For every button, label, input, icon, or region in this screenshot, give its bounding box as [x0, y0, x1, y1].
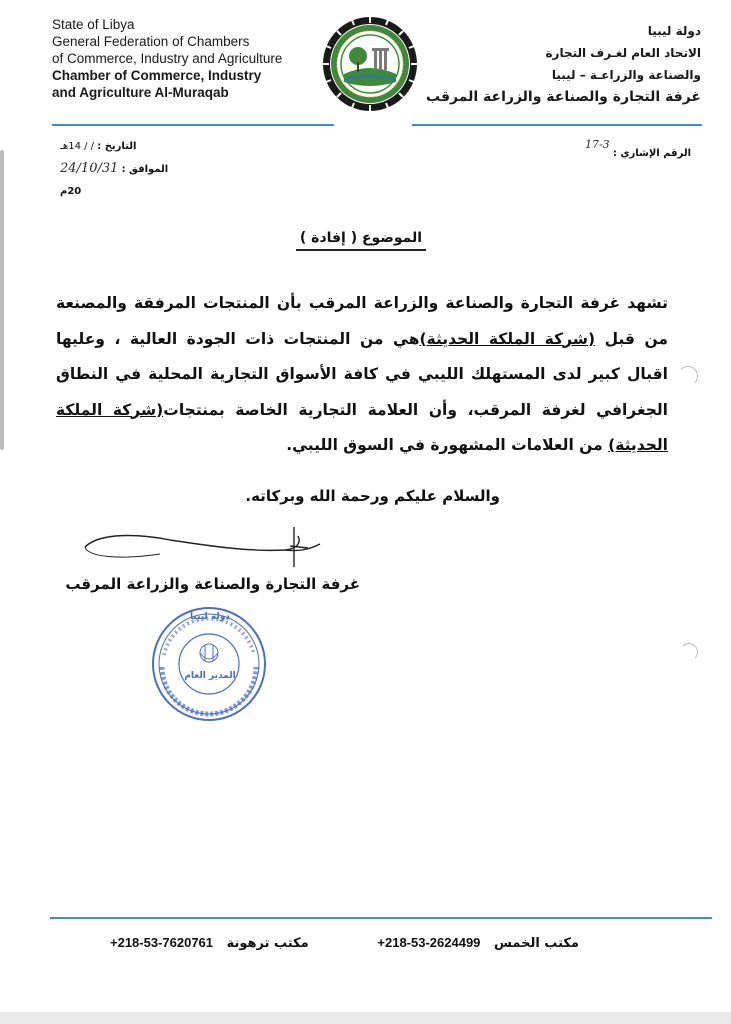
reference-number-block	[584, 138, 691, 159]
header-arabic	[426, 20, 701, 108]
header-rule-left	[52, 124, 334, 126]
header-en-line1: State of Libya	[52, 17, 135, 32]
header-ar-line4: غرفة التجارة والصناعة والزراعة المرقب	[426, 89, 701, 105]
date-block	[60, 136, 180, 203]
footer-rule	[50, 917, 712, 919]
margin-mark	[680, 643, 698, 661]
hijri-date-value: / / 14هـ	[60, 141, 95, 152]
scrollbar[interactable]	[0, 150, 4, 450]
gregorian-date-label: الموافق :	[121, 164, 169, 175]
footer-khums	[377, 935, 579, 951]
closing-greeting: والسلام عليكم ورحمة الله وبركاته.	[245, 487, 500, 505]
hijri-date-label: التاريخ :	[97, 141, 137, 152]
khums-phone: +218-53-2624499	[377, 935, 481, 950]
company-name-1: (شركة الملكة الحديثة)	[419, 329, 596, 348]
header-en-line2: General Federation of Chambers	[52, 34, 250, 49]
reference-number-label: الرقم الإشاري :	[612, 148, 691, 159]
tarhuna-phone: +218-53-7620761	[110, 935, 214, 950]
body-part2: هي من المنتجات ذات الجودة العالية ، وعليها اقبال كبير لدى المستهلك الليبي في كافة الأسواق التجارية المحلية في النطاق الجغرافي لغرفة المرقب، وأن العلامة التجارية الخاصة بمنتجات	[56, 329, 668, 419]
signatory-name: غرفة التجارة والصناعة والزراعة المرقب	[65, 575, 360, 593]
gregorian-date-suffix: 20م	[60, 186, 82, 197]
company-name-2: (شركة الملكة الحديثة)	[56, 400, 668, 454]
header-en-line4: Chamber of Commerce, Industry	[52, 68, 262, 83]
khums-office-label: مكتب الخمس	[493, 936, 579, 951]
margin-mark	[678, 366, 698, 386]
letter-body	[56, 286, 668, 464]
subject-title: الموضوع ( إفادة )	[296, 230, 426, 251]
header-ar-line2: الاتحاد العام لغـرف التجارة	[545, 46, 701, 60]
header-ar-line3: والصناعة والزراعـة – ليبيا	[551, 68, 701, 82]
next-page-edge	[0, 1012, 731, 1024]
footer-tarhuna	[110, 935, 309, 951]
header-rule-right	[412, 124, 702, 126]
stamp-text-title: المدير العام	[184, 671, 236, 681]
header-english	[52, 16, 282, 101]
header-ar-line1: دولة ليبيا	[647, 24, 701, 38]
official-stamp	[150, 605, 268, 723]
tarhuna-office-label: مكتب ترهونة	[226, 936, 309, 951]
reference-number-value: 3-17	[584, 138, 610, 151]
gregorian-date-value: 24/10/31	[60, 161, 119, 176]
stamp-text-top: دولة ليبيا	[190, 612, 230, 622]
body-part3: من العلامات المشهورة في السوق الليبي.	[286, 436, 609, 454]
header-en-line5: and Agriculture Al-Muraqab	[52, 85, 229, 100]
chamber-logo-icon	[322, 16, 418, 112]
header-en-line3: of Commerce, Industry and Agriculture	[52, 51, 283, 66]
body-part1: تشهد غرفة التجارة والصناعة والزراعة المرقب بأن المنتجات المرفقة والمصنعة من قبل	[56, 294, 668, 348]
handwritten-signature	[80, 522, 330, 582]
